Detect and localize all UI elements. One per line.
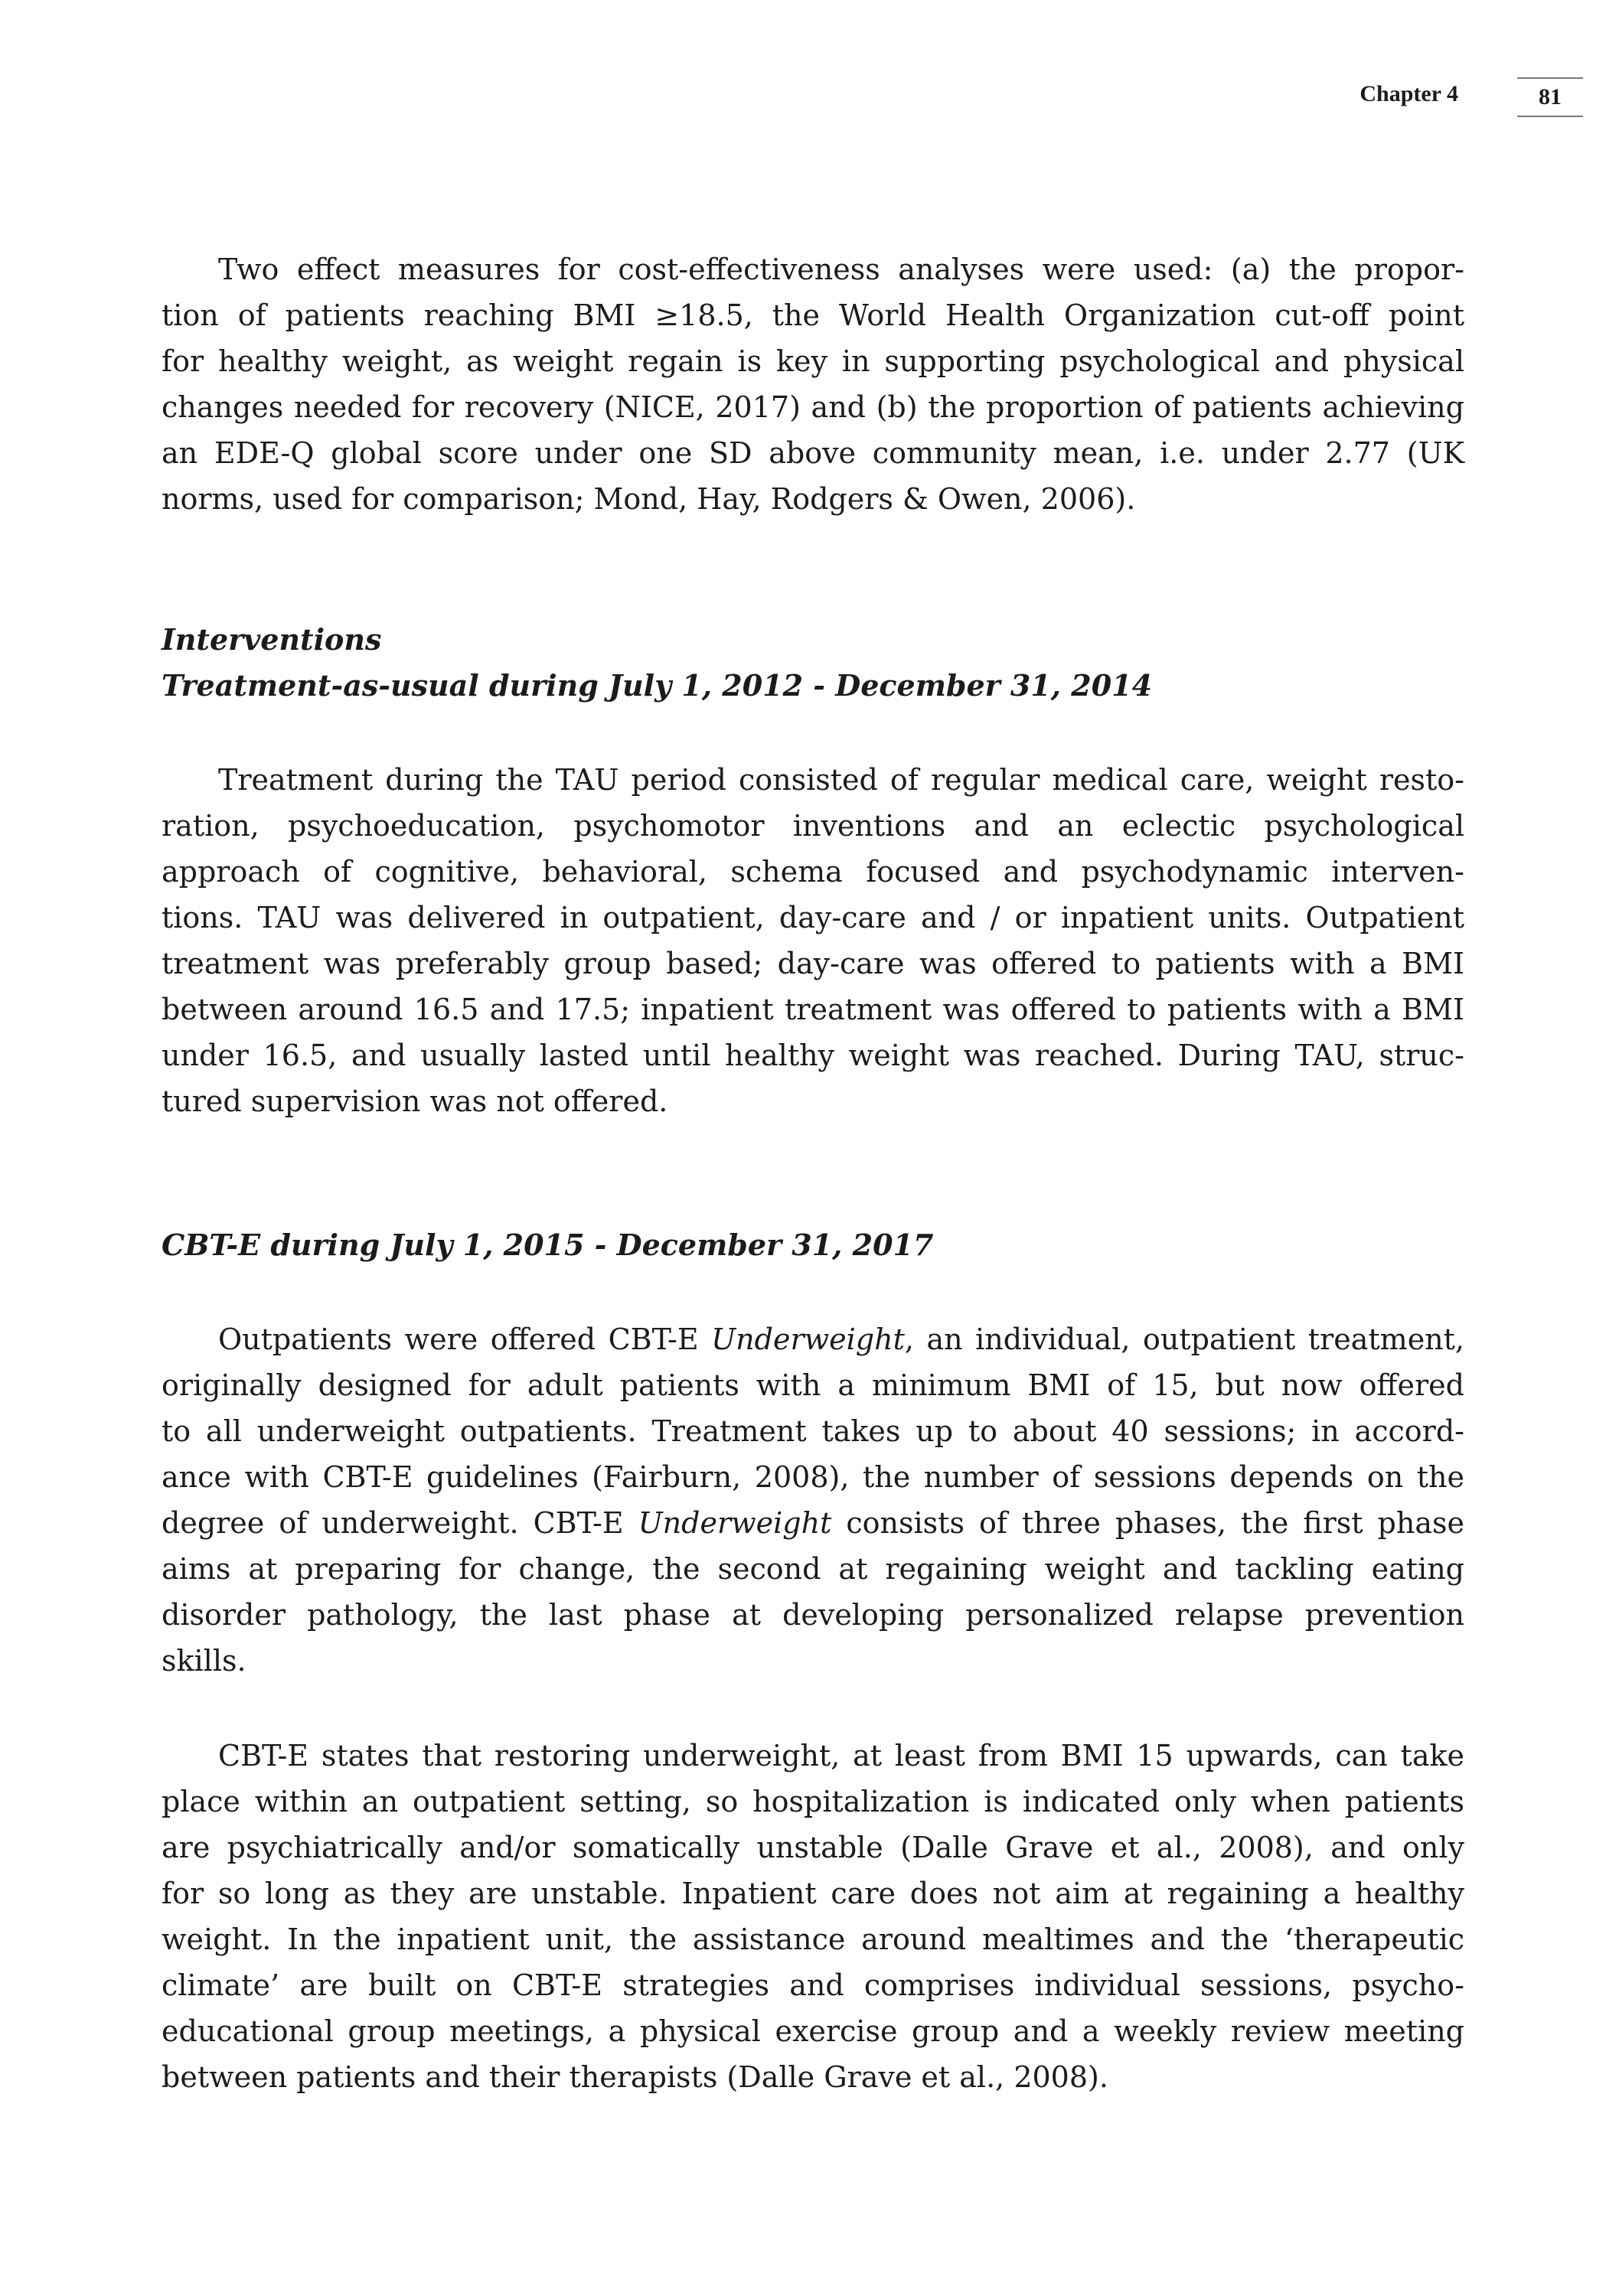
- text-line: between patients and their therapists (Dalle Grave et al., 2008).: [162, 2060, 1108, 2094]
- text-line: tion of patients reaching BMI ≥18.5, the World Health Organization cut-off point: [162, 298, 1464, 332]
- text-line: disorder pathology, the last phase at developing personalized relapse prevention: [162, 1598, 1464, 1632]
- text-line: under 16.5, and usually lasted until healthy weight was reached. During TAU, struc-: [162, 1039, 1464, 1072]
- text-line: are psychiatrically and/or somatically unstable (Dalle Grave et al., 2008), and only: [162, 1831, 1464, 1864]
- heading-interventions-tau: [162, 617, 1464, 709]
- text-line: for so long as they are unstable. Inpatient care does not aim at regaining a healthy: [162, 1877, 1464, 1910]
- text-line: skills.: [162, 1644, 246, 1678]
- text-line: to all underweight outpatients. Treatment takes up to about 40 sessions; in accord-: [162, 1414, 1464, 1448]
- text-line: ration, psychoeducation, psychomotor inventions and an eclectic psychological: [162, 809, 1464, 843]
- heading-line: Interventions: [162, 622, 382, 657]
- text-line: approach of cognitive, behavioral, schema focused and psychodynamic interven-: [162, 855, 1464, 889]
- text-line: CBT-E states that restoring underweight, at least from BMI 15 upwards, can take: [218, 1739, 1464, 1773]
- text-line: for healthy weight, as weight regain is key in supporting psychological and physical: [162, 344, 1464, 378]
- page-number: 81: [1517, 77, 1583, 117]
- running-header-chapter: Chapter 4: [1360, 81, 1458, 106]
- text-line: Two effect measures for cost-effectiveness analyses were used: (a) the propor-: [218, 253, 1464, 286]
- text-line: place within an outpatient setting, so hospitalization is indicated only when patients: [162, 1785, 1464, 1818]
- text-line: an EDE-Q global score under one SD above community mean, i.e. under 2.77 (UK: [162, 436, 1464, 470]
- text-line: between around 16.5 and 17.5; inpatient treatment was offered to patients with a BMI: [162, 993, 1464, 1026]
- text-line: aims at preparing for change, the second at regaining weight and tackling eating: [162, 1552, 1464, 1586]
- text-line: weight. In the inpatient unit, the assistance around mealtimes and the ‘therapeutic: [162, 1923, 1464, 1956]
- paragraph-effect-measures: [162, 246, 1464, 522]
- paragraph-tau: [162, 757, 1464, 1124]
- text-line: Outpatients were offered CBT-E Underweight, an individual, outpatient treatment,: [218, 1322, 1464, 1356]
- text-line: tions. TAU was delivered in outpatient, day-care and / or inpatient units. Outpatient: [162, 901, 1464, 934]
- text-line: changes needed for recovery (NICE, 2017) and (b) the proportion of patients achieving: [162, 390, 1464, 424]
- text-line: educational group meetings, a physical exercise group and a weekly review meeting: [162, 2014, 1464, 2048]
- text-line: ance with CBT-E guidelines (Fairburn, 2008), the number of sessions depends on the: [162, 1460, 1464, 1494]
- text-line: treatment was preferably group based; day-care was offered to patients with a BMI: [162, 947, 1464, 980]
- text-line: tured supervision was not offered.: [162, 1084, 668, 1118]
- heading-line: CBT-E during July 1, 2015 - December 31, 2017: [162, 1228, 934, 1262]
- paragraph-cbte-inpatient: [162, 1733, 1464, 2100]
- text-line: Treatment during the TAU period consisted of regular medical care, weight resto-: [218, 763, 1464, 797]
- text-line: originally designed for adult patients with a minimum BMI of 15, but now offered: [162, 1368, 1464, 1402]
- text-line: degree of underweight. CBT-E Underweight consists of three phases, the first phase: [162, 1506, 1464, 1540]
- paragraph-cbte-underweight: [162, 1316, 1464, 1684]
- heading-line: Treatment-as-usual during July 1, 2012 - December 31, 2014: [162, 668, 1153, 703]
- heading-cbte: [162, 1222, 1464, 1268]
- text-line: climate’ are built on CBT-E strategies and comprises individual sessions, psycho-: [162, 1968, 1464, 2002]
- text-line: norms, used for comparison; Mond, Hay, Rodgers & Owen, 2006).: [162, 482, 1136, 516]
